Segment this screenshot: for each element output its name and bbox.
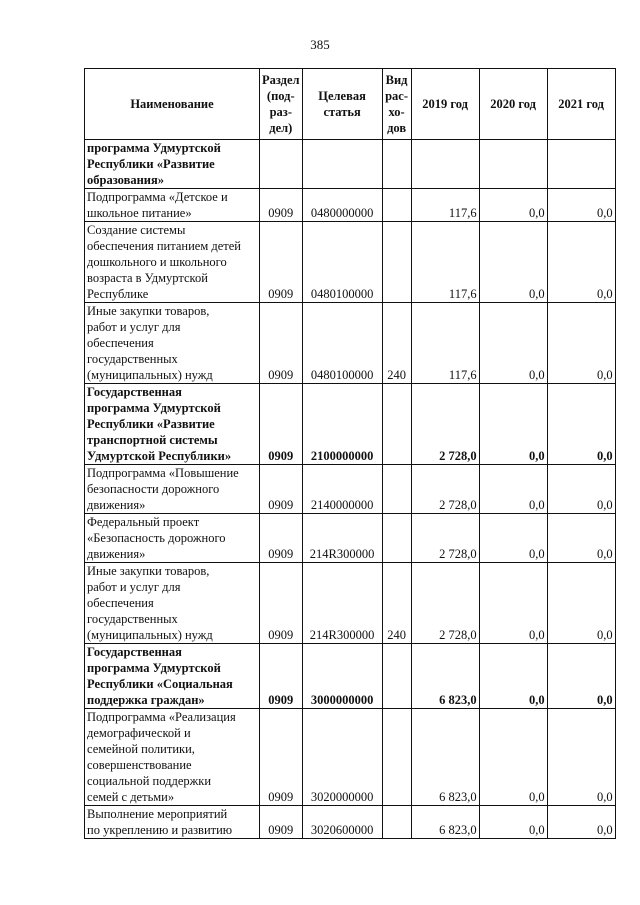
- row-section: 0909: [260, 563, 303, 644]
- row-section: 0909: [260, 514, 303, 563]
- row-name: Иные закупки товаров, работ и услуг для обеспечения государственных (муниципальных) нужд: [85, 303, 260, 384]
- row-name: Федеральный проект «Безопасность дорожного движения»: [85, 514, 260, 563]
- row-2019: 6 823,0: [411, 644, 479, 709]
- row-target: 3000000000: [302, 644, 382, 709]
- row-2020: 0,0: [479, 189, 547, 222]
- row-section: 0909: [260, 644, 303, 709]
- row-2021: 0,0: [547, 644, 615, 709]
- row-section: 0909: [260, 189, 303, 222]
- row-target: 2140000000: [302, 465, 382, 514]
- row-2019: 2 728,0: [411, 563, 479, 644]
- row-2019: 2 728,0: [411, 384, 479, 465]
- row-name: Иные закупки товаров, работ и услуг для обеспечения государственных (муниципальных) нужд: [85, 563, 260, 644]
- table-row: [85, 644, 616, 709]
- row-2019: 2 728,0: [411, 465, 479, 514]
- row-expense: [382, 644, 411, 709]
- row-2020: 0,0: [479, 563, 547, 644]
- row-2020: 0,0: [479, 222, 547, 303]
- header-section: Раздел (под- раз- дел): [260, 69, 303, 140]
- row-2021: 0,0: [547, 189, 615, 222]
- budget-table: [84, 68, 616, 839]
- row-name: Подпрограмма «Реализация демографической и семейной политики, совершенствование социальной поддержки семей с детьми»: [85, 709, 260, 806]
- row-section: 0909: [260, 303, 303, 384]
- row-target: 214R300000: [302, 563, 382, 644]
- row-expense: [382, 189, 411, 222]
- row-2021: 0,0: [547, 709, 615, 806]
- row-section: 0909: [260, 384, 303, 465]
- row-expense: 240: [382, 303, 411, 384]
- row-expense: [382, 384, 411, 465]
- row-2019: 6 823,0: [411, 806, 479, 839]
- row-expense: [382, 806, 411, 839]
- row-name: Создание системы обеспечения питанием детей дошкольного и школьного возраста в Удмуртской Республике: [85, 222, 260, 303]
- row-section: 0909: [260, 806, 303, 839]
- row-expense: [382, 514, 411, 563]
- row-expense: [382, 465, 411, 514]
- row-2020: [479, 140, 547, 189]
- table-row: [85, 222, 616, 303]
- row-name: Подпрограмма «Повышение безопасности дорожного движения»: [85, 465, 260, 514]
- row-2021: 0,0: [547, 806, 615, 839]
- row-section: [260, 140, 303, 189]
- header-name: Наименование: [85, 69, 260, 140]
- table-row: [85, 563, 616, 644]
- header-2020: 2020 год: [479, 69, 547, 140]
- row-2021: 0,0: [547, 303, 615, 384]
- table-row: [85, 514, 616, 563]
- row-target: 0480100000: [302, 222, 382, 303]
- table-row: [85, 140, 616, 189]
- row-2019: [411, 140, 479, 189]
- row-target: [302, 140, 382, 189]
- row-2019: 117,6: [411, 189, 479, 222]
- table-row: [85, 806, 616, 839]
- row-target: 0480000000: [302, 189, 382, 222]
- row-2019: 6 823,0: [411, 709, 479, 806]
- row-2019: 2 728,0: [411, 514, 479, 563]
- row-2021: 0,0: [547, 514, 615, 563]
- row-expense: [382, 709, 411, 806]
- row-expense: 240: [382, 563, 411, 644]
- row-target: 2100000000: [302, 384, 382, 465]
- row-name: программа Удмуртской Республики «Развитие образования»: [85, 140, 260, 189]
- row-name: Государственная программа Удмуртской Республики «Развитие транспортной системы Удмуртской Республики»: [85, 384, 260, 465]
- row-name: Выполнение мероприятий по укреплению и развитию: [85, 806, 260, 839]
- row-name: Государственная программа Удмуртской Республики «Социальная поддержка граждан»: [85, 644, 260, 709]
- row-2021: 0,0: [547, 465, 615, 514]
- row-target: 0480100000: [302, 303, 382, 384]
- table-row: [85, 465, 616, 514]
- row-target: 214R300000: [302, 514, 382, 563]
- row-2020: 0,0: [479, 384, 547, 465]
- table-row: [85, 709, 616, 806]
- row-section: 0909: [260, 465, 303, 514]
- table-row: [85, 303, 616, 384]
- page-number: 385: [310, 37, 330, 52]
- header-target: Целевая статья: [302, 69, 382, 140]
- header-row: [85, 69, 616, 140]
- row-expense: [382, 140, 411, 189]
- row-target: 3020600000: [302, 806, 382, 839]
- row-name: Подпрограмма «Детское и школьное питание»: [85, 189, 260, 222]
- row-2020: 0,0: [479, 644, 547, 709]
- row-expense: [382, 222, 411, 303]
- row-2019: 117,6: [411, 222, 479, 303]
- row-2021: 0,0: [547, 563, 615, 644]
- header-2019: 2019 год: [411, 69, 479, 140]
- row-target: 3020000000: [302, 709, 382, 806]
- row-2020: 0,0: [479, 514, 547, 563]
- row-2020: 0,0: [479, 465, 547, 514]
- row-2020: 0,0: [479, 303, 547, 384]
- row-2019: 117,6: [411, 303, 479, 384]
- row-2020: 0,0: [479, 709, 547, 806]
- row-section: 0909: [260, 709, 303, 806]
- row-2020: 0,0: [479, 806, 547, 839]
- table-row: [85, 384, 616, 465]
- table-row: [85, 189, 616, 222]
- header-2021: 2021 год: [547, 69, 615, 140]
- row-section: 0909: [260, 222, 303, 303]
- row-2021: 0,0: [547, 222, 615, 303]
- row-2021: [547, 140, 615, 189]
- row-2021: 0,0: [547, 384, 615, 465]
- header-expense: Вид рас- хо- дов: [382, 69, 411, 140]
